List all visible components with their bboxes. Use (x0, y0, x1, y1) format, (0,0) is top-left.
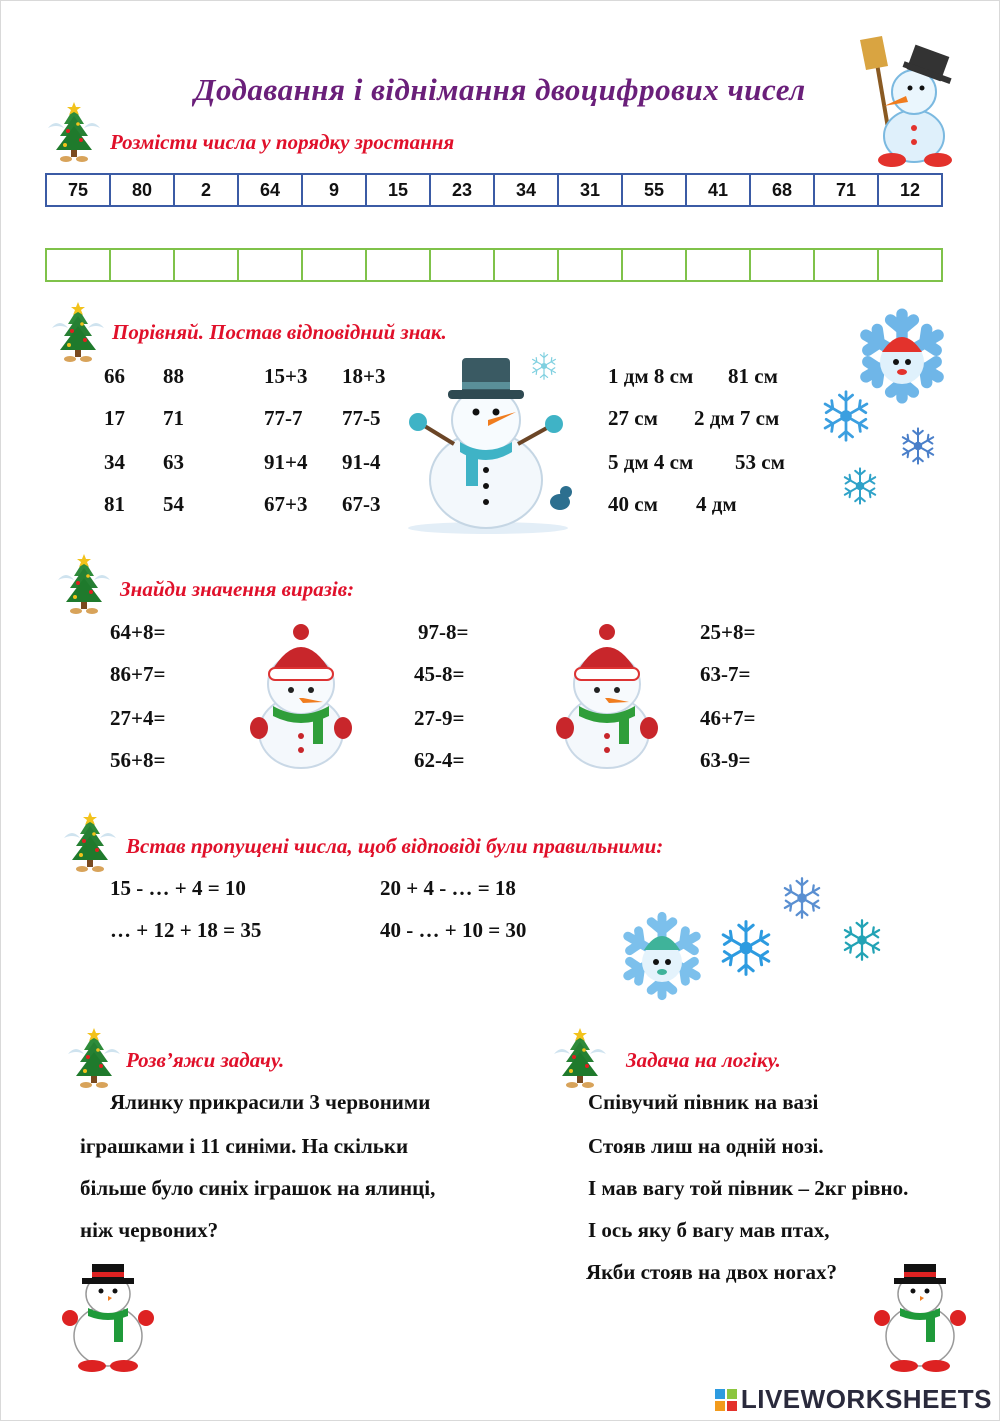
answer-input-cell[interactable] (622, 249, 686, 281)
number-cell: 68 (750, 174, 814, 206)
measure-expr: 4 дм (696, 492, 737, 516)
compare-expr: 67+3 (264, 492, 308, 516)
snowman-tophat-small-image (872, 1264, 968, 1372)
riddle-line: Співучий півник на вазі (588, 1090, 819, 1114)
number-cell: 12 (878, 174, 942, 206)
number-cell: 41 (686, 174, 750, 206)
expression: 25+8= (700, 620, 756, 644)
expression: 46+7= (700, 706, 756, 730)
measure-expr: 2 дм 7 см (694, 406, 780, 430)
answer-input-cell[interactable] (366, 249, 430, 281)
expression: 63-7= (700, 662, 751, 686)
expression: 62-4= (414, 748, 465, 772)
snowman-broom-image (848, 36, 970, 168)
snowman-tophat-image (404, 352, 580, 534)
liveworksheets-icon (715, 1389, 737, 1411)
compare-row: 66 (104, 364, 125, 388)
measure-expr: 5 дм 4 см (608, 450, 694, 474)
number-cell: 31 (558, 174, 622, 206)
compare-expr: 18+3 (342, 364, 386, 388)
liveworksheets-logo[interactable] (715, 1384, 992, 1415)
answer-input-cell[interactable] (494, 249, 558, 281)
answer-input-cell[interactable] (238, 249, 302, 281)
answer-table (45, 248, 943, 282)
measure-expr: 81 см (728, 364, 778, 388)
number-cell: 55 (622, 174, 686, 206)
page-title: Додавання і віднімання двоцифрових чисел (194, 72, 806, 107)
task6-heading: Задача на логіку. (626, 1048, 781, 1072)
christmas-tree-icon (64, 1026, 124, 1090)
compare-row: 63 (163, 450, 184, 474)
compare-expr: 77-7 (264, 406, 303, 430)
snowman-hat-image (246, 622, 356, 778)
task3-heading: Знайди значення виразів: (120, 577, 355, 601)
answer-input-cell[interactable] (110, 249, 174, 281)
measure-expr: 53 см (735, 450, 785, 474)
missing-number-equation: 40 - … + 10 = 30 (380, 918, 527, 942)
compare-expr: 91+4 (264, 450, 308, 474)
compare-row: 88 (163, 364, 184, 388)
number-cell: 34 (494, 174, 558, 206)
expression: 86+7= (110, 662, 166, 686)
expression: 97-8= (418, 620, 469, 644)
missing-number-equation: … + 12 + 18 = 35 (110, 918, 262, 942)
task5-heading: Розв’яжи задачу. (126, 1048, 285, 1072)
compare-row: 71 (163, 406, 184, 430)
problem-text-line: більше було синіх іграшок на ялинці, (80, 1176, 436, 1200)
number-cell: 75 (46, 174, 110, 206)
answer-input-cell[interactable] (558, 249, 622, 281)
compare-row: 54 (163, 492, 184, 516)
answer-input-cell[interactable] (750, 249, 814, 281)
brand-name: LIVEWORKSHEETS (740, 1384, 992, 1414)
measure-expr: 40 см (608, 492, 658, 516)
answer-input-cell[interactable] (814, 249, 878, 281)
answer-input-cell[interactable] (46, 249, 110, 281)
number-cell: 2 (174, 174, 238, 206)
riddle-line: І ось яку б вагу мав птах, (588, 1218, 830, 1242)
problem-text-line: Ялинку прикрасили 3 червоними (110, 1090, 431, 1114)
task2-heading: Порівняй. Постав відповідний знак. (112, 320, 447, 344)
task4-heading: Встав пропущені числа, щоб відповіді були правильними: (126, 834, 664, 858)
numbers-table (45, 173, 943, 207)
compare-row: 17 (104, 406, 125, 430)
compare-expr: 67-3 (342, 492, 381, 516)
problem-text-line: ніж червоних? (80, 1218, 219, 1242)
riddle-line: Якби стояв на двох ногах? (586, 1260, 838, 1284)
expression: 56+8= (110, 748, 166, 772)
compare-row: 81 (104, 492, 125, 516)
compare-row: 34 (104, 450, 125, 474)
expression: 27+4= (110, 706, 166, 730)
answer-input-cell[interactable] (686, 249, 750, 281)
compare-expr: 15+3 (264, 364, 308, 388)
christmas-tree-icon (550, 1026, 610, 1090)
snowman-hat-image (552, 622, 662, 778)
expression: 63-9= (700, 748, 751, 772)
snowflakes-decoration (610, 872, 890, 1020)
christmas-tree-icon (60, 810, 120, 874)
missing-number-equation: 20 + 4 - … = 18 (380, 876, 516, 900)
compare-expr: 77-5 (342, 406, 381, 430)
riddle-line: І мав вагу той півник – 2кг рівно. (588, 1176, 909, 1200)
number-cell: 23 (430, 174, 494, 206)
number-cell: 9 (302, 174, 366, 206)
expression: 64+8= (110, 620, 166, 644)
missing-number-equation: 15 - … + 4 = 10 (110, 876, 246, 900)
number-cell: 80 (110, 174, 174, 206)
answer-input-cell[interactable] (878, 249, 942, 281)
answer-input-cell[interactable] (430, 249, 494, 281)
compare-expr: 91-4 (342, 450, 381, 474)
snowman-tophat-small-image (60, 1264, 156, 1372)
answer-input-cell[interactable] (302, 249, 366, 281)
problem-text-line: іграшками і 11 синіми. На скільки (80, 1134, 409, 1158)
christmas-tree-icon (44, 100, 104, 164)
expression: 45-8= (414, 662, 465, 686)
measure-expr: 27 см (608, 406, 658, 430)
measure-expr: 1 дм 8 см (608, 364, 694, 388)
number-cell: 15 (366, 174, 430, 206)
task1-heading: Розмісти числа у порядку зростання (110, 130, 455, 154)
answer-input-cell[interactable] (174, 249, 238, 281)
number-cell: 64 (238, 174, 302, 206)
christmas-tree-icon (48, 300, 108, 364)
christmas-tree-icon (54, 552, 114, 616)
expression: 27-9= (414, 706, 465, 730)
riddle-line: Стояв лиш на одній нозі. (588, 1134, 824, 1158)
number-cell: 71 (814, 174, 878, 206)
snowflakes-decoration (812, 300, 962, 512)
